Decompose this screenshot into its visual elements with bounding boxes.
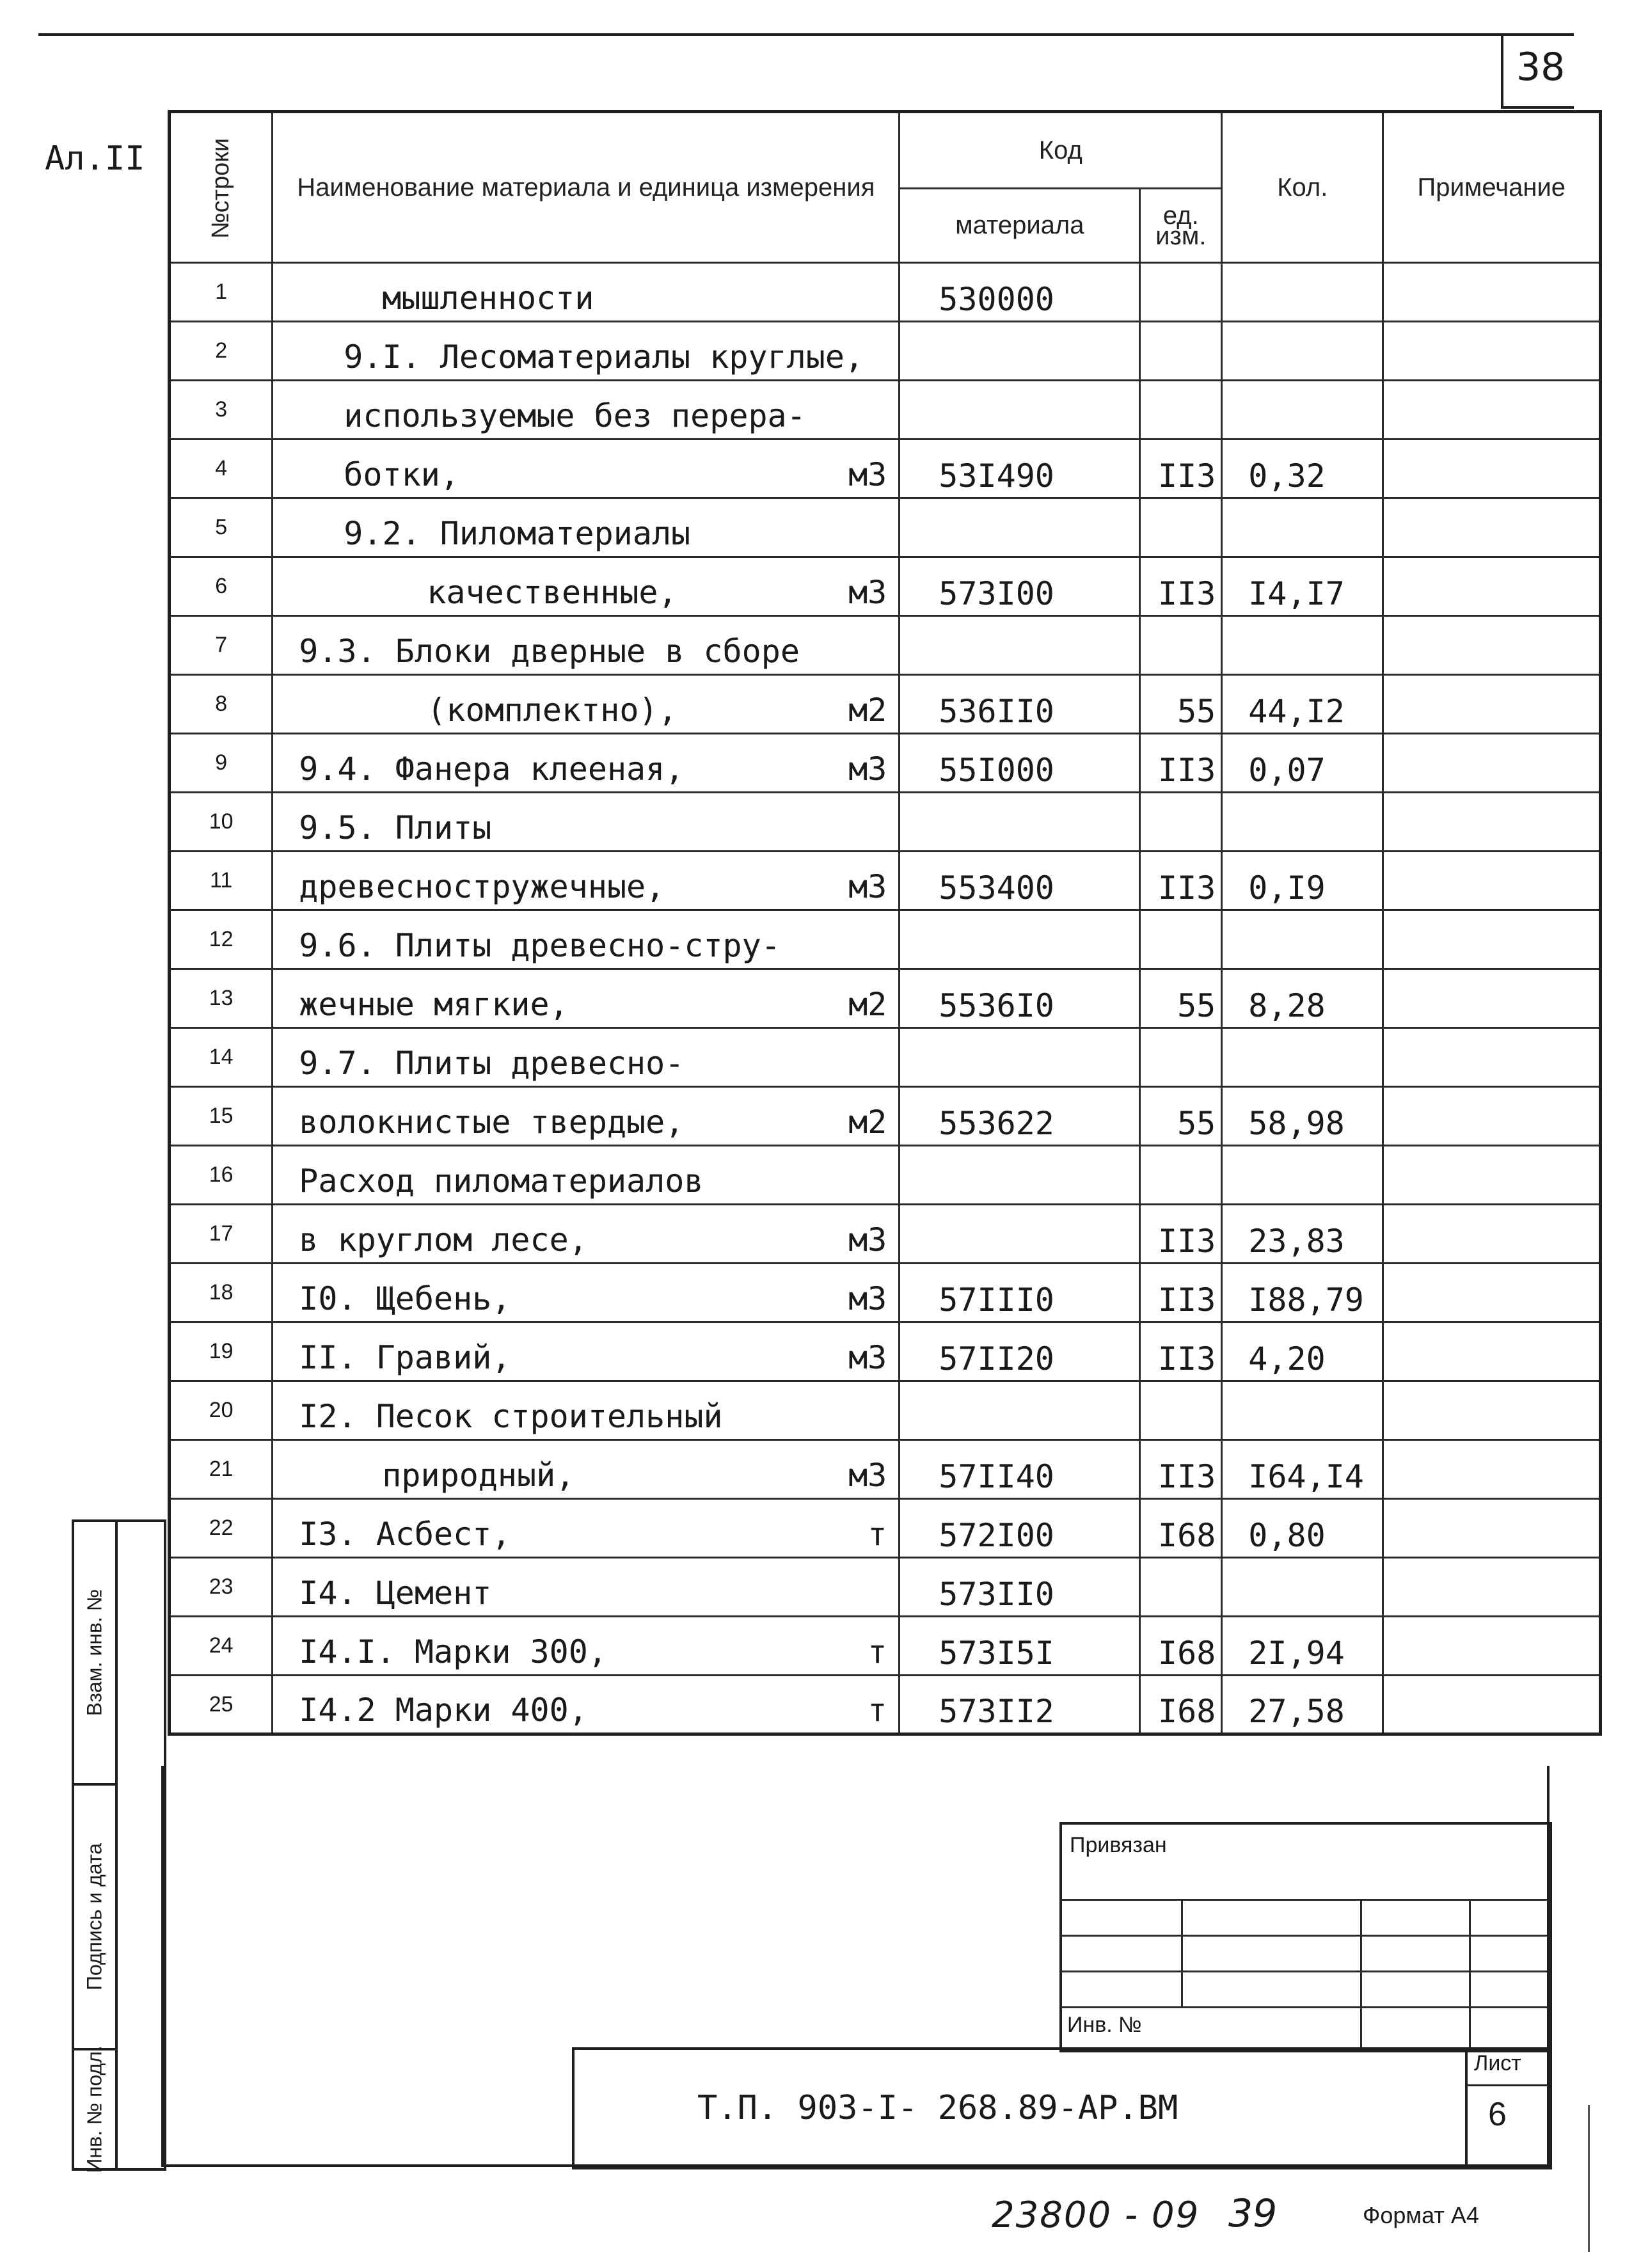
material-code: 57III0: [900, 1264, 1140, 1322]
frame-left: [161, 1766, 164, 2166]
note-cell: [1383, 1028, 1601, 1087]
note-cell: [1383, 1440, 1601, 1499]
quantity: 2I,94: [1222, 1617, 1383, 1676]
quantity: [1222, 1381, 1383, 1440]
material-code: [900, 1146, 1140, 1205]
material-code: 572I00: [900, 1499, 1140, 1558]
material-name: 9.6. Плиты древесно-стру-: [299, 927, 781, 964]
quantity: I88,79: [1222, 1264, 1383, 1322]
top-rule: [38, 33, 1574, 36]
material-code: [900, 910, 1140, 969]
note-cell: [1383, 675, 1601, 734]
unit-code: II3: [1140, 734, 1222, 793]
material-code: [900, 381, 1140, 440]
quantity: [1222, 910, 1383, 969]
table-row: [170, 1028, 1601, 1087]
unit-code: II3: [1140, 557, 1222, 616]
material-unit: м3: [848, 1280, 887, 1317]
material-unit: т: [868, 1516, 887, 1553]
row-number: 24: [170, 1617, 273, 1676]
note-cell: [1383, 910, 1601, 969]
quantity: [1222, 322, 1383, 381]
unit-code: II3: [1140, 1205, 1222, 1264]
material-name: II. Гравий,: [299, 1339, 511, 1376]
material-code: [900, 498, 1140, 557]
material-name: I4. Цемент: [299, 1574, 492, 1612]
sheet-value: 6: [1488, 2096, 1507, 2133]
material-code: [900, 616, 1140, 675]
material-code: 530000: [900, 263, 1140, 322]
unit-code: II3: [1140, 1440, 1222, 1499]
edge-mark: [1588, 2105, 1590, 2252]
table-row: [170, 1617, 1601, 1676]
material-name-cell: [273, 1264, 900, 1322]
binding-label: Привязан: [1070, 1833, 1167, 1857]
table-row: [170, 852, 1601, 910]
quantity: [1222, 1558, 1383, 1617]
quantity: 8,28: [1222, 969, 1383, 1028]
material-code: 55I000: [900, 734, 1140, 793]
material-name-cell: [273, 557, 900, 616]
row-number: 15: [170, 1087, 273, 1146]
material-name: I4.2 Марки 400,: [299, 1692, 588, 1729]
unit-code: 55: [1140, 1087, 1222, 1146]
quantity: 27,58: [1222, 1676, 1383, 1734]
header-material-name: Наименование материала и единица измерения: [273, 112, 900, 263]
note-cell: [1383, 734, 1601, 793]
material-code: 573II0: [900, 1558, 1140, 1617]
row-number: 1: [170, 263, 273, 322]
row-number: 17: [170, 1205, 273, 1264]
material-code: [900, 322, 1140, 381]
sheet-cell-border: [1465, 2047, 1468, 2165]
material-unit: м3: [848, 868, 887, 905]
side-cell-sign-date: Подпись и дата: [74, 1786, 115, 2050]
header-code-unit: ед. изм.: [1140, 189, 1222, 263]
row-number: 3: [170, 381, 273, 440]
header-code: Код: [900, 112, 1222, 189]
quantity: I4,I7: [1222, 557, 1383, 616]
material-code: 57II20: [900, 1322, 1140, 1381]
sheet-number: 38: [1516, 45, 1566, 90]
material-name-cell: [273, 1558, 900, 1617]
material-name: 9.I. Лесоматериалы круглые,: [344, 338, 864, 376]
row-number: 23: [170, 1558, 273, 1617]
material-name-cell: [273, 1499, 900, 1558]
table-row: [170, 1087, 1601, 1146]
materials-table-body: [170, 263, 1601, 1734]
material-name-cell: [273, 498, 900, 557]
quantity: 4,20: [1222, 1322, 1383, 1381]
material-name: природный,: [382, 1457, 575, 1494]
material-unit: м2: [848, 1104, 887, 1141]
table-row: [170, 1676, 1601, 1734]
row-number: 13: [170, 969, 273, 1028]
material-name: I0. Щебень,: [299, 1280, 511, 1317]
note-cell: [1383, 557, 1601, 616]
table-row: [170, 1205, 1601, 1264]
material-code: 553400: [900, 852, 1140, 910]
material-name-cell: [273, 1676, 900, 1734]
header-code-material: материала: [900, 189, 1140, 263]
note-cell: [1383, 1322, 1601, 1381]
material-unit: м3: [848, 1339, 887, 1376]
table-row: [170, 1381, 1601, 1440]
material-name-cell: [273, 734, 900, 793]
table-row: [170, 498, 1601, 557]
binding-grid-line: [1061, 2006, 1547, 2008]
table-row: [170, 263, 1601, 322]
unit-code: II3: [1140, 440, 1222, 498]
table-row: [170, 1499, 1601, 1558]
material-name: древесностружечные,: [299, 868, 665, 905]
material-name-cell: [273, 793, 900, 852]
note-cell: [1383, 793, 1601, 852]
table-row: [170, 1322, 1601, 1381]
material-name: I4.I. Марки 300,: [299, 1633, 607, 1670]
quantity: 0,80: [1222, 1499, 1383, 1558]
material-name-cell: [273, 440, 900, 498]
row-number: 14: [170, 1028, 273, 1087]
row-number: 21: [170, 1440, 273, 1499]
quantity: [1222, 1146, 1383, 1205]
material-unit: т: [868, 1633, 887, 1670]
material-unit: м2: [848, 692, 887, 729]
table-row: [170, 734, 1601, 793]
material-name: I3. Асбест,: [299, 1516, 511, 1553]
note-cell: [1383, 1264, 1601, 1322]
material-unit: м3: [848, 574, 887, 611]
material-name-cell: [273, 1381, 900, 1440]
note-cell: [1383, 969, 1601, 1028]
table-row: [170, 969, 1601, 1028]
note-cell: [1383, 263, 1601, 322]
quantity: I64,I4: [1222, 1440, 1383, 1499]
binding-grid-col: [1360, 1899, 1362, 2047]
note-cell: [1383, 1617, 1601, 1676]
sheet-box-border: [1501, 33, 1503, 109]
quantity: 58,98: [1222, 1087, 1383, 1146]
material-code: 573II2: [900, 1676, 1140, 1734]
row-number: 20: [170, 1381, 273, 1440]
side-cell-inv-orig: Инв. № подл.: [83, 2045, 106, 2173]
material-name: 9.5. Плиты: [299, 809, 492, 846]
material-unit: м3: [848, 1221, 887, 1258]
note-cell: [1383, 322, 1601, 381]
material-name: 9.3. Блоки дверные в сборе: [299, 633, 800, 670]
sheet-label: Лист: [1474, 2051, 1521, 2075]
row-number: 10: [170, 793, 273, 852]
material-code: [900, 1028, 1140, 1087]
format-label: Формат А4: [1363, 2202, 1479, 2228]
material-name: 9.2. Пиломатериалы: [344, 515, 691, 552]
material-code: 536II0: [900, 675, 1140, 734]
unit-code: I68: [1140, 1676, 1222, 1734]
material-name: мышленности: [382, 280, 594, 317]
unit-code: [1140, 1558, 1222, 1617]
quantity: [1222, 793, 1383, 852]
material-name-cell: [273, 675, 900, 734]
row-number: 18: [170, 1264, 273, 1322]
unit-code: I68: [1140, 1499, 1222, 1558]
footer-sheet-number: 39: [1228, 2191, 1278, 2236]
material-name-cell: [273, 1087, 900, 1146]
binding-grid-line: [1061, 1971, 1547, 1972]
note-cell: [1383, 1087, 1601, 1146]
material-code: 553622: [900, 1087, 1140, 1146]
material-name-cell: [273, 322, 900, 381]
row-number: 16: [170, 1146, 273, 1205]
quantity: 0,32: [1222, 440, 1383, 498]
unit-code: 55: [1140, 969, 1222, 1028]
binding-grid-col: [1181, 1899, 1183, 2006]
material-name: жечные мягкие,: [299, 986, 569, 1023]
table-row: [170, 793, 1601, 852]
material-name-cell: [273, 969, 900, 1028]
table-row: [170, 910, 1601, 969]
row-number: 22: [170, 1499, 273, 1558]
unit-code: [1140, 322, 1222, 381]
table-row: [170, 440, 1601, 498]
unit-code: [1140, 498, 1222, 557]
row-number: 25: [170, 1676, 273, 1734]
header-quantity: Кол.: [1222, 112, 1383, 263]
row-number: 5: [170, 498, 273, 557]
material-unit: м3: [848, 456, 887, 493]
unit-code: [1140, 793, 1222, 852]
material-name: в круглом лесе,: [299, 1221, 588, 1258]
row-number: 9: [170, 734, 273, 793]
row-number: 11: [170, 852, 273, 910]
quantity: [1222, 263, 1383, 322]
material-code: 5536I0: [900, 969, 1140, 1028]
binding-grid-line: [1061, 1899, 1547, 1901]
table-row: [170, 557, 1601, 616]
unit-code: II3: [1140, 1264, 1222, 1322]
row-number: 8: [170, 675, 273, 734]
table-row: [170, 381, 1601, 440]
row-number: 7: [170, 616, 273, 675]
material-code: 57II40: [900, 1440, 1140, 1499]
note-cell: [1383, 1381, 1601, 1440]
document-code: Т.П. 903-I- 268.89-АР.ВМ: [697, 2089, 1178, 2127]
material-code: 573I5I: [900, 1617, 1140, 1676]
material-name: I2. Песок строительный: [299, 1398, 723, 1435]
unit-code: [1140, 910, 1222, 969]
quantity: [1222, 498, 1383, 557]
material-name: качественные,: [427, 574, 678, 611]
inv-label: Инв. №: [1067, 2013, 1142, 2037]
material-name: Расход пиломатериалов: [299, 1162, 704, 1200]
note-cell: [1383, 616, 1601, 675]
material-name: используемые без перера-: [344, 397, 806, 434]
unit-code: [1140, 1146, 1222, 1205]
quantity: 44,I2: [1222, 675, 1383, 734]
unit-code: I68: [1140, 1617, 1222, 1676]
material-unit: м3: [848, 750, 887, 788]
unit-code: [1140, 616, 1222, 675]
quantity: [1222, 616, 1383, 675]
sheet-box-border-bottom: [1501, 106, 1574, 109]
note-cell: [1383, 852, 1601, 910]
quantity: 0,07: [1222, 734, 1383, 793]
unit-code: [1140, 1028, 1222, 1087]
unit-code: II3: [1140, 1322, 1222, 1381]
row-number: 12: [170, 910, 273, 969]
note-cell: [1383, 440, 1601, 498]
note-cell: [1383, 1676, 1601, 1734]
material-name: 9.4. Фанера клееная,: [299, 750, 685, 788]
material-name-cell: [273, 1322, 900, 1381]
unit-code: [1140, 1381, 1222, 1440]
table-row: [170, 322, 1601, 381]
material-code: [900, 1205, 1140, 1264]
header-row-number: №строки: [170, 112, 273, 263]
material-name-cell: [273, 1440, 900, 1499]
material-name-cell: [273, 263, 900, 322]
quantity: 23,83: [1222, 1205, 1383, 1264]
side-stamp-divider: [115, 1522, 118, 2168]
material-unit: м3: [848, 1457, 887, 1494]
material-code: [900, 793, 1140, 852]
material-name-cell: [273, 1205, 900, 1264]
footer-inventory-code: 23800 - 09: [992, 2194, 1200, 2236]
note-cell: [1383, 1205, 1601, 1264]
note-cell: [1383, 1146, 1601, 1205]
material-name-cell: [273, 1028, 900, 1087]
material-name: ботки,: [344, 456, 459, 493]
quantity: [1222, 1028, 1383, 1087]
table-row: [170, 1264, 1601, 1322]
material-name-cell: [273, 1617, 900, 1676]
unit-code: [1140, 263, 1222, 322]
material-name: 9.7. Плиты древесно-: [299, 1045, 685, 1082]
note-cell: [1383, 381, 1601, 440]
material-code: 53I490: [900, 440, 1140, 498]
material-name-cell: [273, 1146, 900, 1205]
material-unit: м2: [848, 986, 887, 1023]
quantity: [1222, 381, 1383, 440]
material-name-cell: [273, 910, 900, 969]
row-number: 6: [170, 557, 273, 616]
material-unit: т: [868, 1692, 887, 1729]
table-row: [170, 675, 1601, 734]
material-name: (комплектно),: [427, 692, 678, 729]
material-code: 573I00: [900, 557, 1140, 616]
note-cell: [1383, 1499, 1601, 1558]
table-row: [170, 1146, 1601, 1205]
material-code: [900, 1381, 1140, 1440]
table-row: [170, 616, 1601, 675]
note-cell: [1383, 498, 1601, 557]
unit-code: II3: [1140, 852, 1222, 910]
material-name-cell: [273, 616, 900, 675]
material-name: волокнистые твердые,: [299, 1104, 685, 1141]
table-row: [170, 1558, 1601, 1617]
unit-code: [1140, 381, 1222, 440]
binding-grid-col: [1469, 1899, 1471, 2047]
row-number: 2: [170, 322, 273, 381]
side-stamp: [72, 1519, 166, 2171]
row-number: 19: [170, 1322, 273, 1381]
row-number: 4: [170, 440, 273, 498]
side-cell-replace-inv: Взам. инв. №: [74, 1522, 115, 1786]
unit-code: 55: [1140, 675, 1222, 734]
material-name-cell: [273, 852, 900, 910]
binding-grid-line: [1061, 1935, 1547, 1937]
material-name-cell: [273, 381, 900, 440]
album-label: Ал.II: [45, 139, 145, 178]
note-cell: [1383, 1558, 1601, 1617]
sheet-cell-divider: [1465, 2084, 1547, 2086]
header-note: Примечание: [1383, 112, 1601, 263]
quantity: 0,I9: [1222, 852, 1383, 910]
materials-table: [168, 110, 1602, 1736]
table-row: [170, 1440, 1601, 1499]
